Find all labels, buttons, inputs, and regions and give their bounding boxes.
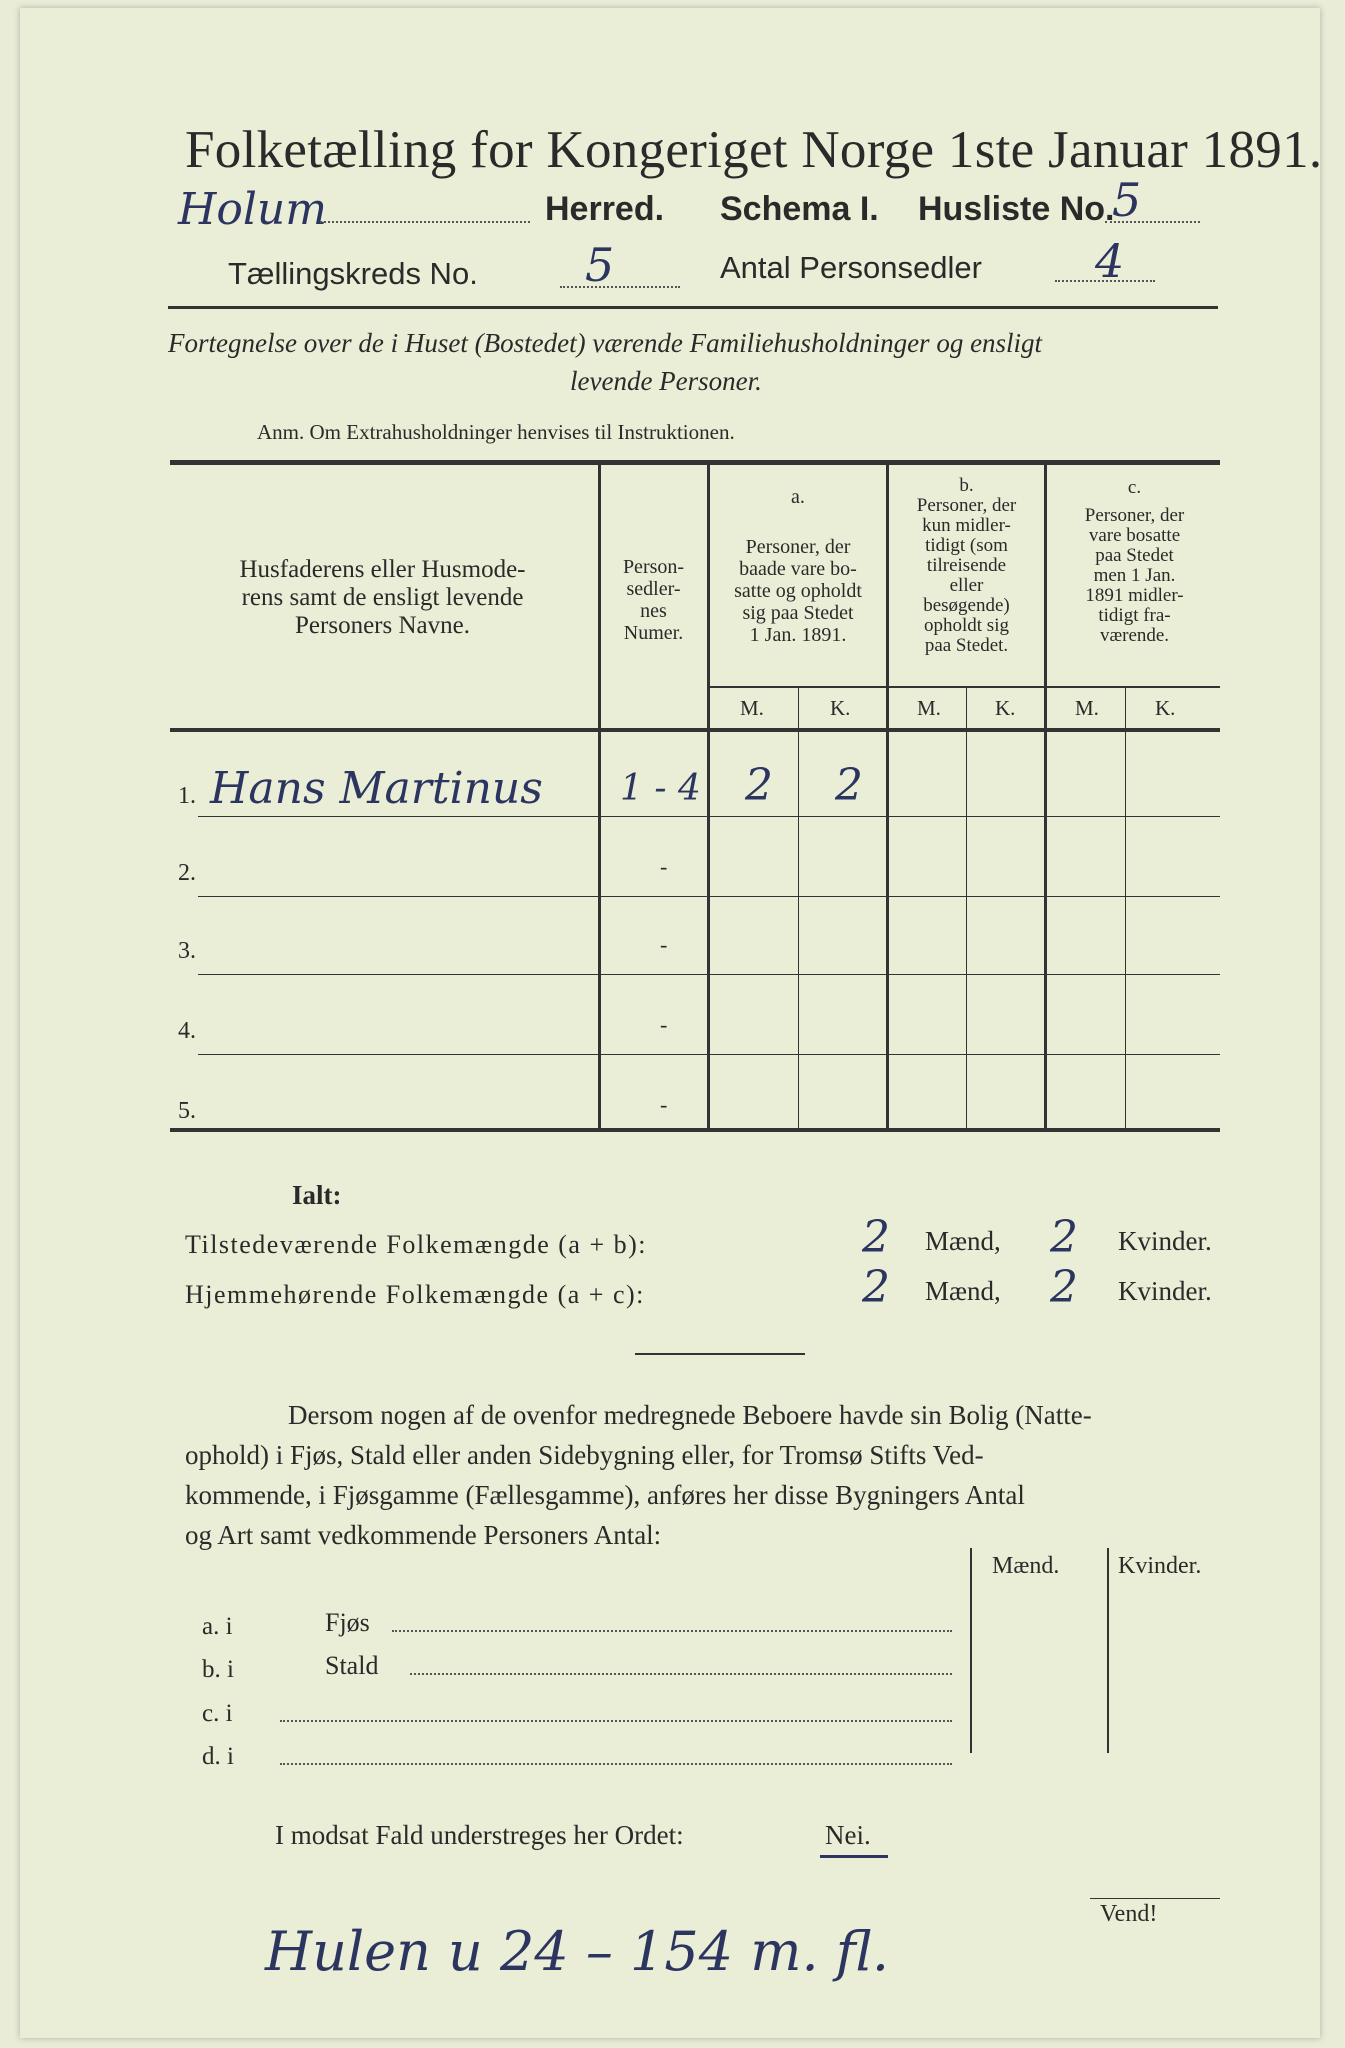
building-item-letter: d. i <box>202 1743 234 1770</box>
husliste-dots <box>1105 221 1200 223</box>
table-vline-ak <box>798 688 799 1128</box>
kvinder-label-1: Kvinder. <box>1118 1226 1212 1256</box>
row-rule-1 <box>198 816 1220 817</box>
totals-line1-k: 2 <box>1050 1212 1078 1263</box>
row-a-m: 2 <box>745 760 773 811</box>
section-divider <box>635 1353 805 1355</box>
building-item-label: Stald <box>325 1651 379 1680</box>
buildings-p3: kommende, i Fjøsgamme (Fællesgamme), anføres her disse Bygningers Antal <box>185 1480 1025 1510</box>
schema-label: Schema I. <box>720 190 879 228</box>
kreds-dots <box>560 286 680 288</box>
herred-value: Holum <box>178 184 327 235</box>
anm-note: Anm. Om Extrahusholdninger henvises til Instruktionen. <box>257 420 735 444</box>
table-vline-bk <box>966 688 967 1128</box>
kvinder-label-2: Kvinder. <box>1118 1276 1212 1306</box>
row-name: Hans Martinus <box>210 763 543 814</box>
buildings-vline-2 <box>1107 1548 1109 1753</box>
row-number: 2. <box>178 860 196 886</box>
row-a-k: 2 <box>835 760 863 811</box>
antal-dots <box>1055 280 1155 282</box>
a-m-label: M. <box>740 696 764 720</box>
col-header-name: Husfaderens eller Husmode- rens samt de ensligt levende Personers Navne. <box>239 556 526 639</box>
row-number: 5. <box>178 1098 196 1124</box>
row-number: 1. <box>178 783 196 809</box>
building-dots-c <box>280 1720 952 1722</box>
header-bottom-rule <box>170 728 1220 732</box>
buildings-kvinder-head: Kvinder. <box>1118 1553 1202 1579</box>
building-dots-b <box>410 1673 952 1675</box>
header-rule <box>168 306 1218 309</box>
row-number: 3. <box>178 938 196 964</box>
maend-label-2: Mænd, <box>925 1276 1001 1306</box>
kreds-label: Tællingskreds No. <box>228 256 478 291</box>
table-vline-ck <box>1125 688 1126 1128</box>
buildings-p1: Dersom nogen af de ovenfor medregnede Beboere havde sin Bolig (Natte- <box>288 1400 1092 1430</box>
buildings-maend-head: Mænd. <box>992 1553 1060 1579</box>
totals-line2-m: 2 <box>862 1262 890 1313</box>
nei-line-text: I modsat Fald understreges her Ordet: <box>275 1820 684 1850</box>
form-title: Folketælling for Kongeriget Norge 1ste Januar 1891. <box>185 121 1323 179</box>
b-m-label: M. <box>917 696 941 720</box>
census-form <box>20 8 1323 2038</box>
husliste-label: Husliste No. <box>918 190 1115 228</box>
buildings-p4: og Art samt vedkommende Personers Antal: <box>185 1520 662 1550</box>
col-header-c: c. Personer, der vare bosatte paa Stedet men 1 Jan. 1891 midler- tidigt fra- værende. <box>1084 477 1185 646</box>
antal-value: 4 <box>1095 234 1125 288</box>
mk-top-rule <box>710 686 1220 688</box>
totals-line1-m: 2 <box>862 1212 890 1263</box>
antal-label: Antal Personsedler <box>720 250 982 285</box>
nei-word: Nei. <box>825 1820 871 1850</box>
c-m-label: M. <box>1075 696 1099 720</box>
row-numer: 1 - 4 <box>620 768 701 809</box>
vend-rule <box>1090 1898 1220 1899</box>
maend-label-1: Mænd, <box>925 1226 1001 1256</box>
row-numer: - <box>660 1092 668 1117</box>
kreds-value: 5 <box>585 238 615 292</box>
table-bottom-rule <box>170 1128 1220 1132</box>
building-dots-d <box>280 1763 952 1765</box>
herred-dots <box>320 221 530 223</box>
a-k-label: K. <box>830 696 851 720</box>
table-top-rule <box>170 460 1220 465</box>
vend-label: Vend! <box>1100 1901 1158 1927</box>
col-header-b: b. Personer, der kun midler- tidigt (som tilreisende eller besøgende) opholdt sig paa Stedet. <box>916 475 1017 656</box>
c-k-label: K. <box>1155 696 1176 720</box>
building-item-letter: a. i <box>202 1613 233 1640</box>
building-item-label: Fjøs <box>325 1608 370 1637</box>
totals-line2-label: Hjemmehørende Folkemængde (a + c): <box>185 1280 645 1309</box>
totals-line2-k: 2 <box>1050 1262 1078 1313</box>
intro-line1: Fortegnelse over de i Huset (Bostedet) værende Familiehusholdninger og ensligt <box>168 328 1043 358</box>
col-header-numer: Person- sedler- nes Numer. <box>622 556 685 644</box>
buildings-vline-1 <box>970 1548 972 1753</box>
intro-line2: levende Personer. <box>570 366 762 396</box>
b-k-label: K. <box>995 696 1016 720</box>
row-numer: - <box>660 1012 668 1037</box>
col-header-a: a. Personer, der baade vare bo- satte og opholdt sig paa Stedet 1 Jan. 1891. <box>734 486 862 646</box>
husliste-value: 5 <box>1112 173 1142 227</box>
footer-handwritten: Hulen u 24 – 154 m. fl. <box>265 1920 889 1983</box>
totals-line1-label: Tilstedeværende Folkemængde (a + b): <box>185 1230 647 1259</box>
nei-underline <box>820 1855 888 1858</box>
row-number: 4. <box>178 1018 196 1044</box>
building-dots-a <box>392 1630 952 1632</box>
row-numer: - <box>660 854 668 879</box>
building-item-letter: c. i <box>202 1700 233 1727</box>
row-numer: - <box>660 932 668 957</box>
row-rule-4 <box>198 1054 1220 1055</box>
herred-label: Herred. <box>545 190 665 228</box>
ialt-label: Ialt: <box>292 1180 342 1210</box>
building-item-letter: b. i <box>202 1656 234 1683</box>
row-rule-2 <box>198 896 1220 897</box>
row-rule-3 <box>198 974 1220 975</box>
buildings-p2: ophold) i Fjøs, Stald eller anden Sidebygning eller, for Tromsø Stifts Ved- <box>185 1440 984 1470</box>
